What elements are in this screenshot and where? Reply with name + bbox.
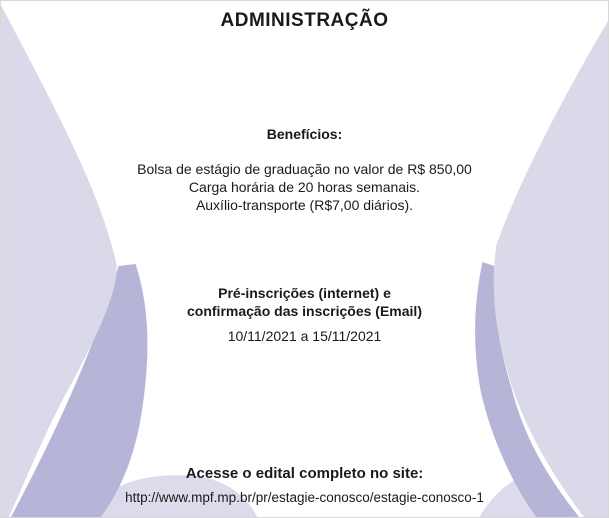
- benefit-item-transport: Auxílio-transporte (R$7,00 diários).: [195, 197, 414, 213]
- benefit-item-scholarship: Bolsa de estágio de graduação no valor de R$ 850,00: [137, 161, 472, 177]
- flyer-content: [1, 1, 608, 517]
- benefit-item-workload: Carga horária de 20 horas semanais.: [188, 179, 421, 195]
- registration-period: 10/11/2021 a 15/11/2021: [227, 328, 382, 344]
- benefits-heading: Benefícios:: [266, 126, 343, 142]
- edital-heading: Acesse o edital completo no site:: [185, 465, 424, 482]
- edital-url-text: http://www.mpf.mp.br/pr/estagie-conosco/estagie-conosco-1: [125, 490, 484, 505]
- registration-heading-line2: confirmação das inscrições (Email): [187, 303, 422, 319]
- page-title: ADMINISTRAÇÃO: [220, 10, 389, 31]
- registration-heading-line1: Pré-inscrições (internet) e: [218, 285, 391, 301]
